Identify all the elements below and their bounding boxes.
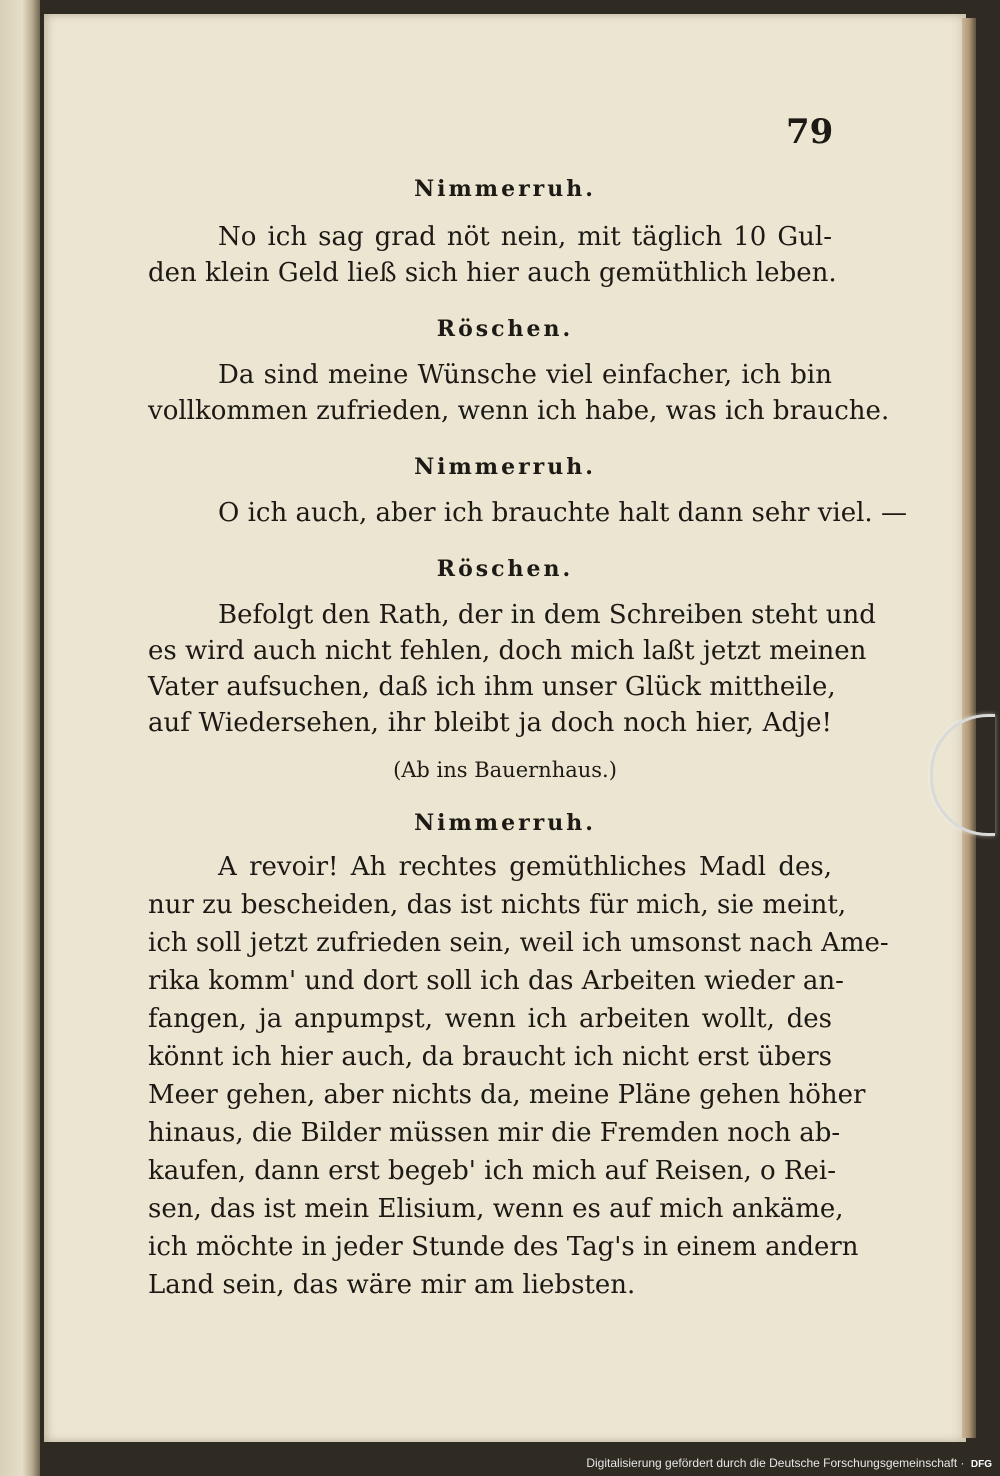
text-line: Land sein, das wäre mir am liebsten.	[148, 1270, 636, 1300]
text-line: O ich auch, aber ich brauchte halt dann sehr viel. —	[218, 498, 907, 528]
text-line: Da sind meine Wünsche viel einfacher, ich bin	[218, 360, 832, 390]
text-line: könnt ich hier auch, da braucht ich nicht erst übers	[148, 1042, 832, 1072]
credit-text: Digitalisierung gefördert durch die Deutsche Forschungsgemeinschaft ·	[586, 1456, 965, 1470]
speaker-name: Röschen.	[436, 316, 574, 342]
text-line: es wird auch nicht fehlen, doch mich laßt jetzt meinen	[148, 636, 867, 666]
text-line: No ich sag grad nöt nein, mit täglich 10 Gul-	[218, 222, 832, 252]
text-line: vollkommen zufrieden, wenn ich habe, was ich brauche.	[148, 396, 890, 426]
previous-page-edge	[0, 0, 40, 1476]
text-line: ich soll jetzt zufrieden sein, weil ich umsonst nach Ame-	[148, 928, 889, 958]
speaker-name: Nimmerruh.	[414, 454, 596, 480]
digitization-credit	[586, 1456, 992, 1470]
text-line: Meer gehen, aber nichts da, meine Pläne gehen höher	[148, 1080, 866, 1110]
page-number: 79	[786, 112, 834, 152]
text-line: A revoir! Ah rechtes gemüthliches Madl des,	[218, 852, 832, 882]
text-line: kaufen, dann erst begeb' ich mich auf Reisen, o Rei-	[148, 1156, 836, 1186]
text-line: nur zu bescheiden, das ist nichts für mich, sie meint,	[148, 890, 847, 920]
speaker-name: Röschen.	[436, 556, 574, 582]
text-line: hinaus, die Bilder müssen mir die Fremden noch ab-	[148, 1118, 841, 1148]
text-line: Befolgt den Rath, der in dem Schreiben steht und	[218, 600, 876, 630]
dfg-logo-icon: DFG	[970, 1459, 992, 1470]
text-line: auf Wiedersehen, ihr bleibt ja doch noch hier, Adje!	[148, 708, 832, 738]
text-line: ich möchte in jeder Stunde des Tag's in einem andern	[148, 1232, 859, 1262]
text-line: sen, das ist mein Elisium, wenn es auf mich ankäme,	[148, 1194, 844, 1224]
text-line: rika komm' und dort soll ich das Arbeiten wieder an-	[148, 966, 844, 996]
speaker-name: Nimmerruh.	[414, 810, 596, 836]
stage-direction: (Ab ins Bauernhaus.)	[393, 758, 617, 782]
text-line: fangen, ja anpumpst, wenn ich arbeiten wollt, des	[148, 1004, 832, 1034]
text-line: den klein Geld ließ sich hier auch gemüthlich leben.	[148, 258, 837, 288]
speaker-name: Nimmerruh.	[414, 176, 596, 202]
text-line: Vater aufsuchen, daß ich ihm unser Glück mittheile,	[148, 672, 836, 702]
